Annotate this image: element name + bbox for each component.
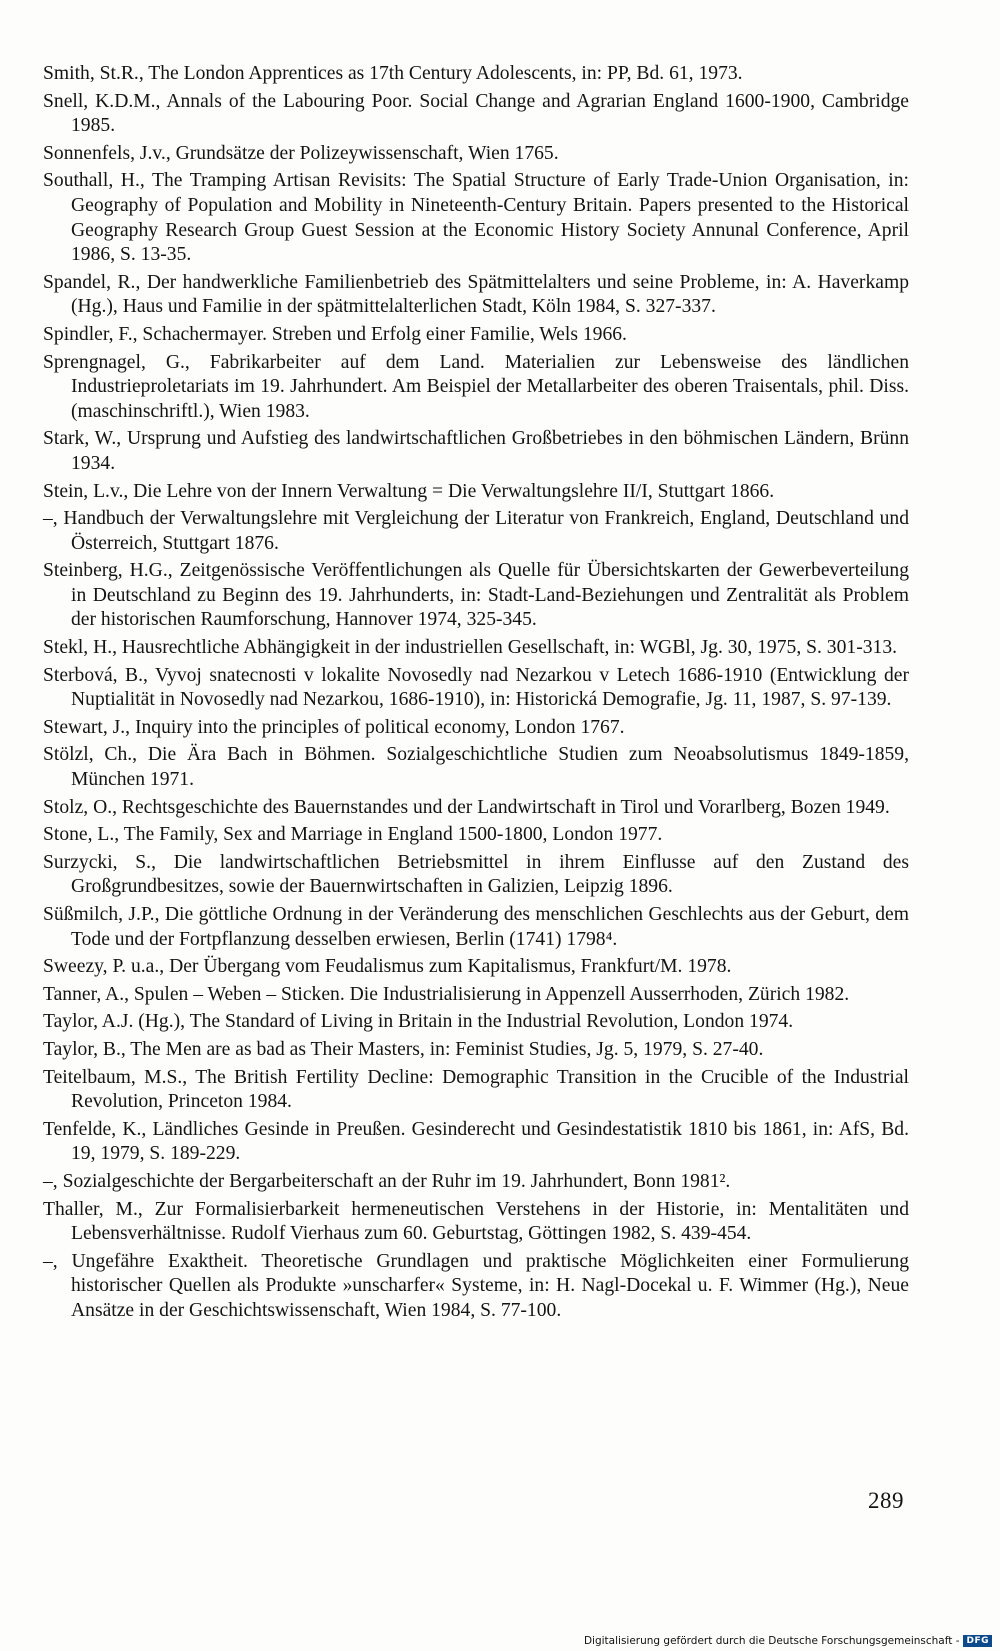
bibliography-entry: Stölzl, Ch., Die Ära Bach in Böhmen. Sozialgeschichtliche Studien zum Neoabsolutismus 1849-1859, München 1971. xyxy=(43,744,909,791)
bibliography-entry: Stark, W., Ursprung und Aufstieg des landwirtschaftlichen Großbetriebes in den böhmischen Ländern, Brünn 1934. xyxy=(43,428,909,474)
bibliography-entry: Sprengnagel, G., Fabrikarbeiter auf dem Land. Materialien zur Lebensweise des ländlichen Industrieproletariats im 19. Jahrhundert. Am Beispiel der Metallarbeiter des oberen Traisentals, phil. Diss. (maschinschriftl.), Wien 1983. xyxy=(43,351,909,422)
bibliography-entry: Thaller, M., Zur Formalisierbarkeit hermeneutischen Verstehens in der Historie, in: Mentalitäten und Lebensverhältnisse. Rudolf Vierhaus zum 60. Geburtstag, Göttingen 1982, S. 439-454. xyxy=(43,1198,909,1245)
bibliography-entry: Spandel, R., Der handwerkliche Familienbetrieb des Spätmittelalters und seine Probleme, in: A. Haverkamp (Hg.), Haus und Familie in der spätmittelalterlichen Stadt, Köln 1984, S. 327-337. xyxy=(43,271,909,318)
bibliography-entry: Sterbová, B., Vyvoj snatecnosti v lokalite Novosedly nad Nezarkou v Letech 1686-1910 (Entwicklung der Nuptialität in Novosedly nad Nezarkou, 1686-1910), in: Historická Demografie, Jg. 11, 1987, S. 97-139. xyxy=(43,664,909,711)
bibliography-entry: Taylor, B., The Men are as bad as Their Masters, in: Feminist Studies, Jg. 5, 1979, S. 27-40. xyxy=(43,1038,764,1060)
bibliography-entry: Stein, L.v., Die Lehre von der Innern Verwaltung = Die Verwaltungslehre II/I, Stuttgart 1866. xyxy=(43,480,775,502)
bibliography-entry: Tenfelde, K., Ländliches Gesinde in Preußen. Gesinderecht und Gesindestatistik 1810 bis 1861, in: AfS, Bd. 19, 1979, S. 189-229. xyxy=(43,1118,909,1165)
bibliography-entry: Snell, K.D.M., Annals of the Labouring Poor. Social Change and Agrarian England 1600-1900, Cambridge 1985. xyxy=(43,90,909,137)
bibliography-entry: Teitelbaum, M.S., The British Fertility Decline: Demographic Transition in the Crucible of the Industrial Revolution, Princeton 1984. xyxy=(43,1066,909,1113)
bibliography-entry: Süßmilch, J.P., Die göttliche Ordnung in der Veränderung des menschlichen Geschlechts aus der Geburt, dem Tode und der Fortpflanzung desselben erwiesen, Berlin (1741) 1798⁴. xyxy=(43,904,909,950)
bibliography-entry: Stolz, O., Rechtsgeschichte des Bauernstandes und der Landwirtschaft in Tirol und Vorarlberg, Bozen 1949. xyxy=(43,796,890,818)
dfg-logo-icon: DFG xyxy=(963,1635,992,1647)
page-number: 289 xyxy=(868,1488,904,1513)
bibliography-entry: –, Ungefähre Exaktheit. Theoretische Grundlagen und praktische Möglichkeiten einer Formulierung historischer Quellen als Produkte »unscharfer« Systeme, in: H. Nagl-Docekal u. F. Wimmer (Hg.), Neue Ansätze in der Geschichtswissenschaft, Wien 1984, S. 77-100. xyxy=(43,1250,909,1321)
bibliography-entry: –, Sozialgeschichte der Bergarbeiterschaft an der Ruhr im 19. Jahrhundert, Bonn 1981². xyxy=(43,1170,731,1192)
bibliography-entry: Southall, H., The Tramping Artisan Revisits: The Spatial Structure of Early Trade-Union Organisation, in: Geography of Population and Mobility in Nineteenth-Century Britain. Papers presented to the Historical Geography Research Group Guest Session at the Economic History Society Annunal Conference, April 1986, S. 13-35. xyxy=(43,170,909,266)
bibliography-entry: Smith, St.R., The London Apprentices as 17th Century Adolescents, in: PP, Bd. 61, 1973. xyxy=(43,63,743,84)
bibliography-entry: Tanner, A., Spulen – Weben – Sticken. Die Industrialisierung in Appenzell Ausserrhoden, Zürich 1982. xyxy=(43,983,850,1005)
bibliography-entry: Surzycki, S., Die landwirtschaftlichen Betriebsmittel in ihrem Einflusse auf den Zustand des Großgrundbesitzes, sowie der Bauernwirtschaften in Galizien, Leipzig 1896. xyxy=(43,851,909,898)
bibliography-entry: Stewart, J., Inquiry into the principles of political economy, London 1767. xyxy=(43,716,625,738)
bibliography-entry: Spindler, F., Schachermayer. Streben und Erfolg einer Familie, Wels 1966. xyxy=(43,323,627,345)
bibliography-entry: Steinberg, H.G., Zeitgenössische Veröffentlichungen als Quelle für Übersichtskarten der Gewerbeverteilung in Deutschland zu Beginn des 19. Jahrhunderts, in: Stadt-Land-Beziehungen und Zentralität als Problem der historischen Raumforschung, Hannover 1974, 325-345. xyxy=(43,560,909,631)
bibliography-list xyxy=(43,62,909,1327)
bibliography-entry: Stone, L., The Family, Sex and Marriage in England 1500-1800, London 1977. xyxy=(43,824,663,846)
bibliography-entry: –, Handbuch der Verwaltungslehre mit Vergleichung der Literatur von Frankreich, England, Deutschland und Österreich, Stuttgart 1876. xyxy=(43,508,909,554)
bibliography-entry: Sweezy, P. u.a., Der Übergang vom Feudalismus zum Kapitalismus, Frankfurt/M. 1978. xyxy=(43,956,732,978)
bibliography-entry: Stekl, H., Hausrechtliche Abhängigkeit in der industriellen Gesellschaft, in: WGBl, Jg. 30, 1975, S. 301-313. xyxy=(43,637,898,659)
bibliography-entry: Sonnenfels, J.v., Grundsätze der Polizeywissenschaft, Wien 1765. xyxy=(43,142,559,164)
digitization-footer xyxy=(584,1635,992,1647)
bibliography-entry: Taylor, A.J. (Hg.), The Standard of Living in Britain in the Industrial Revolution, London 1974. xyxy=(43,1011,794,1033)
footer-credit-text: Digitalisierung gefördert durch die Deutsche Forschungsgemeinschaft - xyxy=(583,1635,960,1647)
